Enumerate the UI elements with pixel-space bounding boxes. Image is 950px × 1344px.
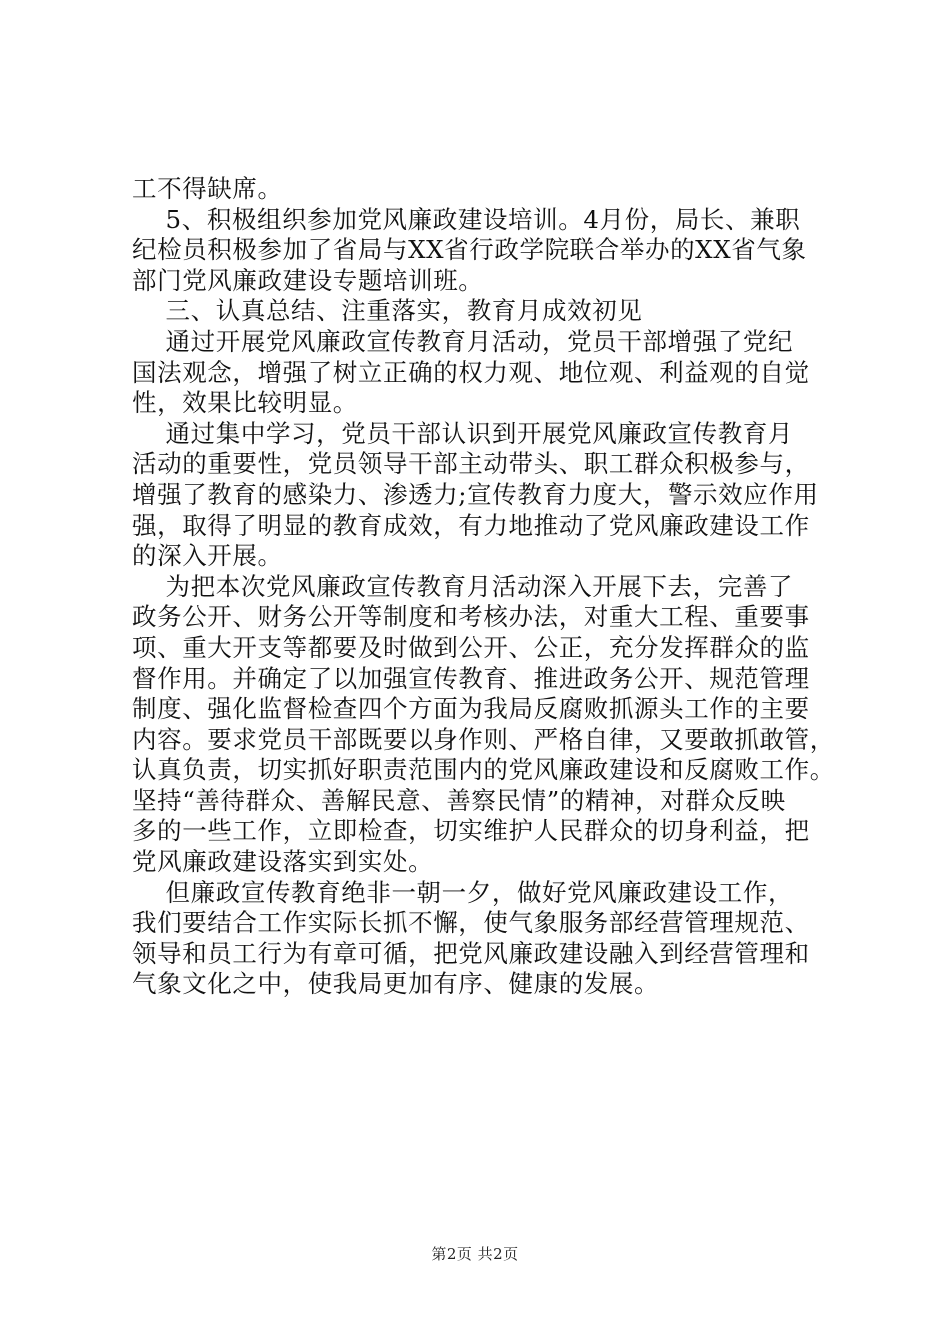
- text-line: 气象文化之中，使我局更加有序、健康的发展。: [132, 969, 660, 999]
- text-line: 国法观念，增强了树立正确的权力观、地位观、利益观的自觉: [132, 357, 810, 387]
- text-line: 我们要结合工作实际长抓不懈，使气象服务部经营管理规范、: [132, 908, 810, 938]
- text-line: 增强了教育的感染力、渗透力;宣传教育力度大，警示效应作用: [132, 479, 819, 509]
- text-line: 5、积极组织参加党风廉政建设培训。4月份，局长、兼职: [132, 204, 801, 234]
- text-line: 部门党风廉政建设专题培训班。: [132, 265, 484, 295]
- section-heading: 三、认真总结、注重落实，教育月成效初见: [132, 296, 643, 326]
- text-line: 党风廉政建设落实到实处。: [132, 847, 434, 877]
- text-line: 认真负责，切实抓好职责范围内的党风廉政建设和反腐败工作。: [132, 755, 835, 785]
- text-line: 督作用。并确定了以加强宣传教育、推进政务公开、规范管理: [132, 663, 810, 693]
- text-line: 工不得缺席。: [132, 174, 283, 203]
- text-line: 性，效果比较明显。: [132, 388, 358, 418]
- document-body: [132, 174, 835, 1000]
- text-line: 强，取得了明显的教育成效，有力地推动了党风廉政建设工作: [132, 510, 810, 540]
- text-line: 但廉政宣传教育绝非一朝一夕，做好党风廉政建设工作，: [132, 877, 794, 907]
- text-line: 内容。要求党员干部既要以身作则、严格自律，又要敢抓敢管，: [132, 724, 835, 754]
- text-line: 纪检员积极参加了省局与XX省行政学院联合举办的XX省气象: [132, 235, 807, 265]
- text-line: 多的一些工作，立即检查，切实维护人民群众的切身利益，把: [132, 816, 810, 846]
- text-line: 的深入开展。: [132, 541, 283, 571]
- text-line: 通过开展党风廉政宣传教育月活动，党员干部增强了党纪: [132, 326, 794, 356]
- text-line: 项、重大开支等都要及时做到公开、公正，充分发挥群众的监: [132, 632, 810, 662]
- text-line: 活动的重要性，党员领导干部主动带头、职工群众积极参与，: [132, 449, 810, 479]
- page-number-footer: 第2页 共2页: [431, 1245, 519, 1263]
- text-line: 领导和员工行为有章可循，把党风廉政建设融入到经营管理和: [132, 938, 810, 968]
- text-line: 政务公开、财务公开等制度和考核办法，对重大工程、重要事: [132, 602, 810, 632]
- text-line: 制度、强化监督检查四个方面为我局反腐败抓源头工作的主要: [132, 694, 810, 724]
- text-line: 通过集中学习，党员干部认识到开展党风廉政宣传教育月: [132, 418, 794, 448]
- text-line: 坚持“善待群众、善解民意、善察民情”的精神，对群众反映: [132, 785, 786, 815]
- text-line: 为把本次党风廉政宣传教育月活动深入开展下去，完善了: [132, 571, 794, 601]
